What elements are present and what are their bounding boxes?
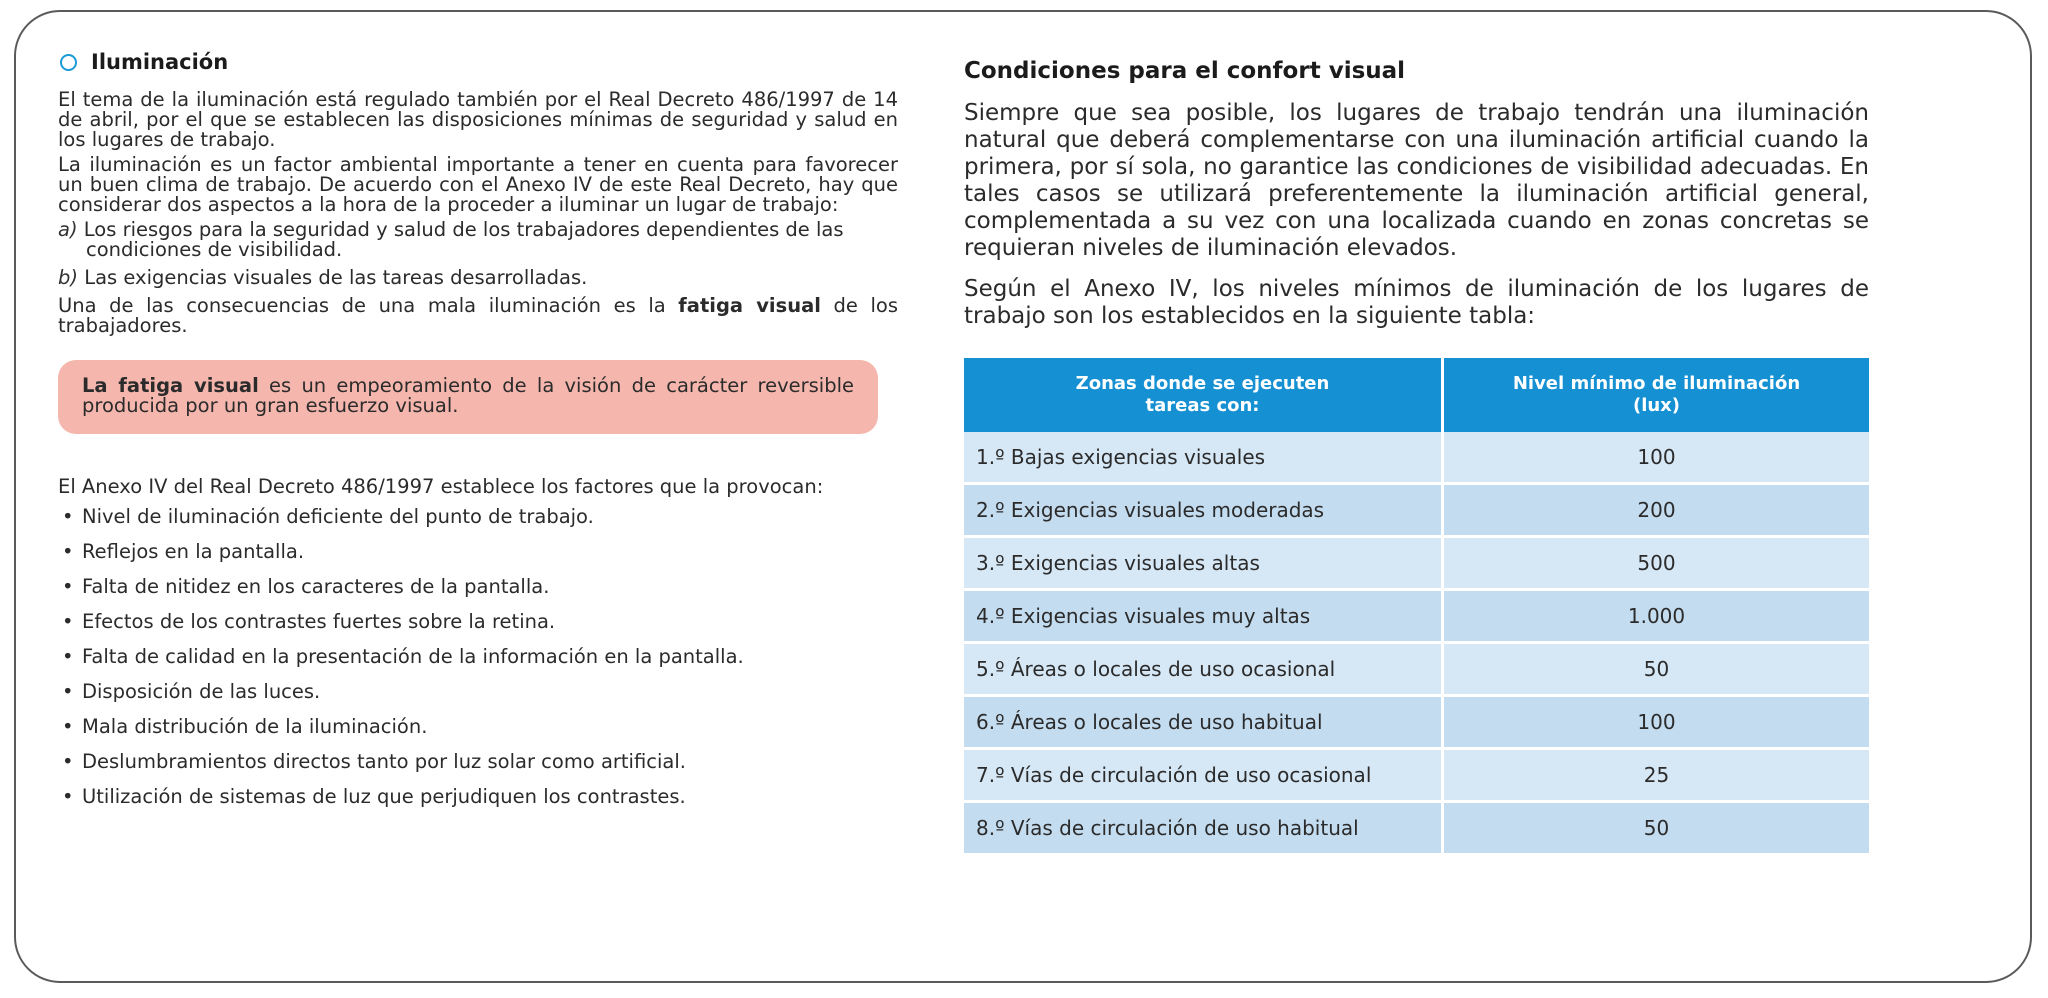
section-heading-text: Iluminación <box>91 50 229 74</box>
circle-bullet-icon <box>60 54 77 71</box>
lux-cell: 50 <box>1443 643 1870 696</box>
table-row <box>964 749 1869 802</box>
table-row <box>964 696 1869 749</box>
illumination-table <box>964 358 1869 856</box>
factor-item: • Nivel de iluminación deficiente del punto de trabajo. <box>58 506 898 528</box>
table-row <box>964 537 1869 590</box>
zone-cell: 8.º Vías de circulación de uso habitual <box>964 802 1443 855</box>
consequence-text-start: Una de las consecuencias de una mala iluminación es la <box>58 294 666 317</box>
factor-item: • Reflejos en la pantalla. <box>58 541 898 563</box>
factors-intro: El Anexo IV del Real Decreto 486/1997 establece los factores que la provocan: <box>58 475 824 498</box>
aspect-item-b <box>58 268 898 288</box>
zone-cell: 3.º Exigencias visuales altas <box>964 537 1443 590</box>
definition-box <box>58 360 878 434</box>
aspect-text-b: Las exigencias visuales de las tareas desarrolladas. <box>84 266 588 289</box>
aspect-marker-a: a) <box>58 218 78 241</box>
visual-comfort-title: Condiciones para el confort visual <box>964 58 1406 84</box>
lux-cell: 100 <box>1443 432 1870 484</box>
lux-cell: 1.000 <box>1443 590 1870 643</box>
header-zone-line2: tareas con: <box>1145 395 1260 416</box>
table-row <box>964 484 1869 537</box>
consequence-paragraph <box>58 296 898 336</box>
lux-cell: 25 <box>1443 749 1870 802</box>
consequence-text-end: de los trabajadores. <box>58 294 898 337</box>
header-level <box>1443 358 1870 432</box>
lux-cell: 50 <box>1443 802 1870 855</box>
factor-item: • Mala distribución de la iluminación. <box>58 716 898 738</box>
table-row <box>964 432 1869 484</box>
zone-cell: 5.º Áreas o locales de uso ocasional <box>964 643 1443 696</box>
header-zone <box>964 358 1443 432</box>
header-level-line1: Nivel mínimo de iluminación <box>1512 373 1801 394</box>
right-column <box>964 58 1869 856</box>
lux-cell: 200 <box>1443 484 1870 537</box>
table-header-row <box>964 358 1869 432</box>
zone-cell: 4.º Exigencias visuales muy altas <box>964 590 1443 643</box>
table-row <box>964 643 1869 696</box>
header-level-line2: (lux) <box>1632 395 1681 416</box>
definition-text: es un empeoramiento de la visión de carácter reversible producida por un gran esfuerzo visual. <box>82 374 855 417</box>
zone-cell: 2.º Exigencias visuales moderadas <box>964 484 1443 537</box>
lux-cell: 100 <box>1443 696 1870 749</box>
factor-item: • Deslumbramientos directos tanto por luz solar como artificial. <box>58 751 898 773</box>
factors-list <box>58 506 898 808</box>
left-column <box>58 50 898 821</box>
aspect-text-a: Los riesgos para la seguridad y salud de los trabajadores dependientes de las condiciones de visibilidad. <box>83 218 844 261</box>
zone-cell: 6.º Áreas o locales de uso habitual <box>964 696 1443 749</box>
factor-item: • Utilización de sistemas de luz que perjudiquen los contrastes. <box>58 786 898 808</box>
aspect-item-a <box>58 220 898 260</box>
zone-cell: 7.º Vías de circulación de uso ocasional <box>964 749 1443 802</box>
factor-item: • Falta de nitidez en los caracteres de la pantalla. <box>58 576 898 598</box>
factor-paragraph: La iluminación es un factor ambiental importante a tener en cuenta para favorecer un buen clima de trabajo. De acuerdo con el Anexo IV de este Real Decreto, hay que considerar dos aspectos a la hora de la proceder a iluminar un lugar de trabajo: <box>58 153 898 216</box>
zone-cell: 1.º Bajas exigencias visuales <box>964 432 1443 484</box>
table-row <box>964 802 1869 855</box>
natural-light-paragraph: Siempre que sea posible, los lugares de trabajo tendrán una iluminación natural que deberá complementarse con una iluminación artificial cuando la primera, por sí sola, no garantice las condiciones de visibilidad adecuadas. En tales casos se utilizará preferentemente la iluminación artificial general, complementada a su vez con una localizada cuando en zonas concretas se requieran niveles de iluminación elevados. <box>964 100 1869 261</box>
lux-cell: 500 <box>1443 537 1870 590</box>
table-intro-paragraph: Según el Anexo IV, los niveles mínimos de iluminación de los lugares de trabajo son los establecidos en la siguiente tabla: <box>964 276 1869 329</box>
table-row <box>964 590 1869 643</box>
aspect-marker-b: b) <box>58 266 78 289</box>
fatigue-term: fatiga visual <box>678 294 821 317</box>
factor-item: • Disposición de las luces. <box>58 681 898 703</box>
factor-item: • Falta de calidad en la presentación de la información en la pantalla. <box>58 646 898 668</box>
factor-item: • Efectos de los contrastes fuertes sobre la retina. <box>58 611 898 633</box>
intro-paragraph: El tema de la iluminación está regulado también por el Real Decreto 486/1997 de 14 de abril, por el que se establecen las disposiciones mínimas de seguridad y salud en los lugares de trabajo. <box>58 88 898 151</box>
section-heading <box>58 50 898 74</box>
slide-frame <box>14 10 2032 983</box>
definition-term: La fatiga visual <box>82 374 259 397</box>
header-zone-line1: Zonas donde se ejecuten <box>1075 373 1330 394</box>
